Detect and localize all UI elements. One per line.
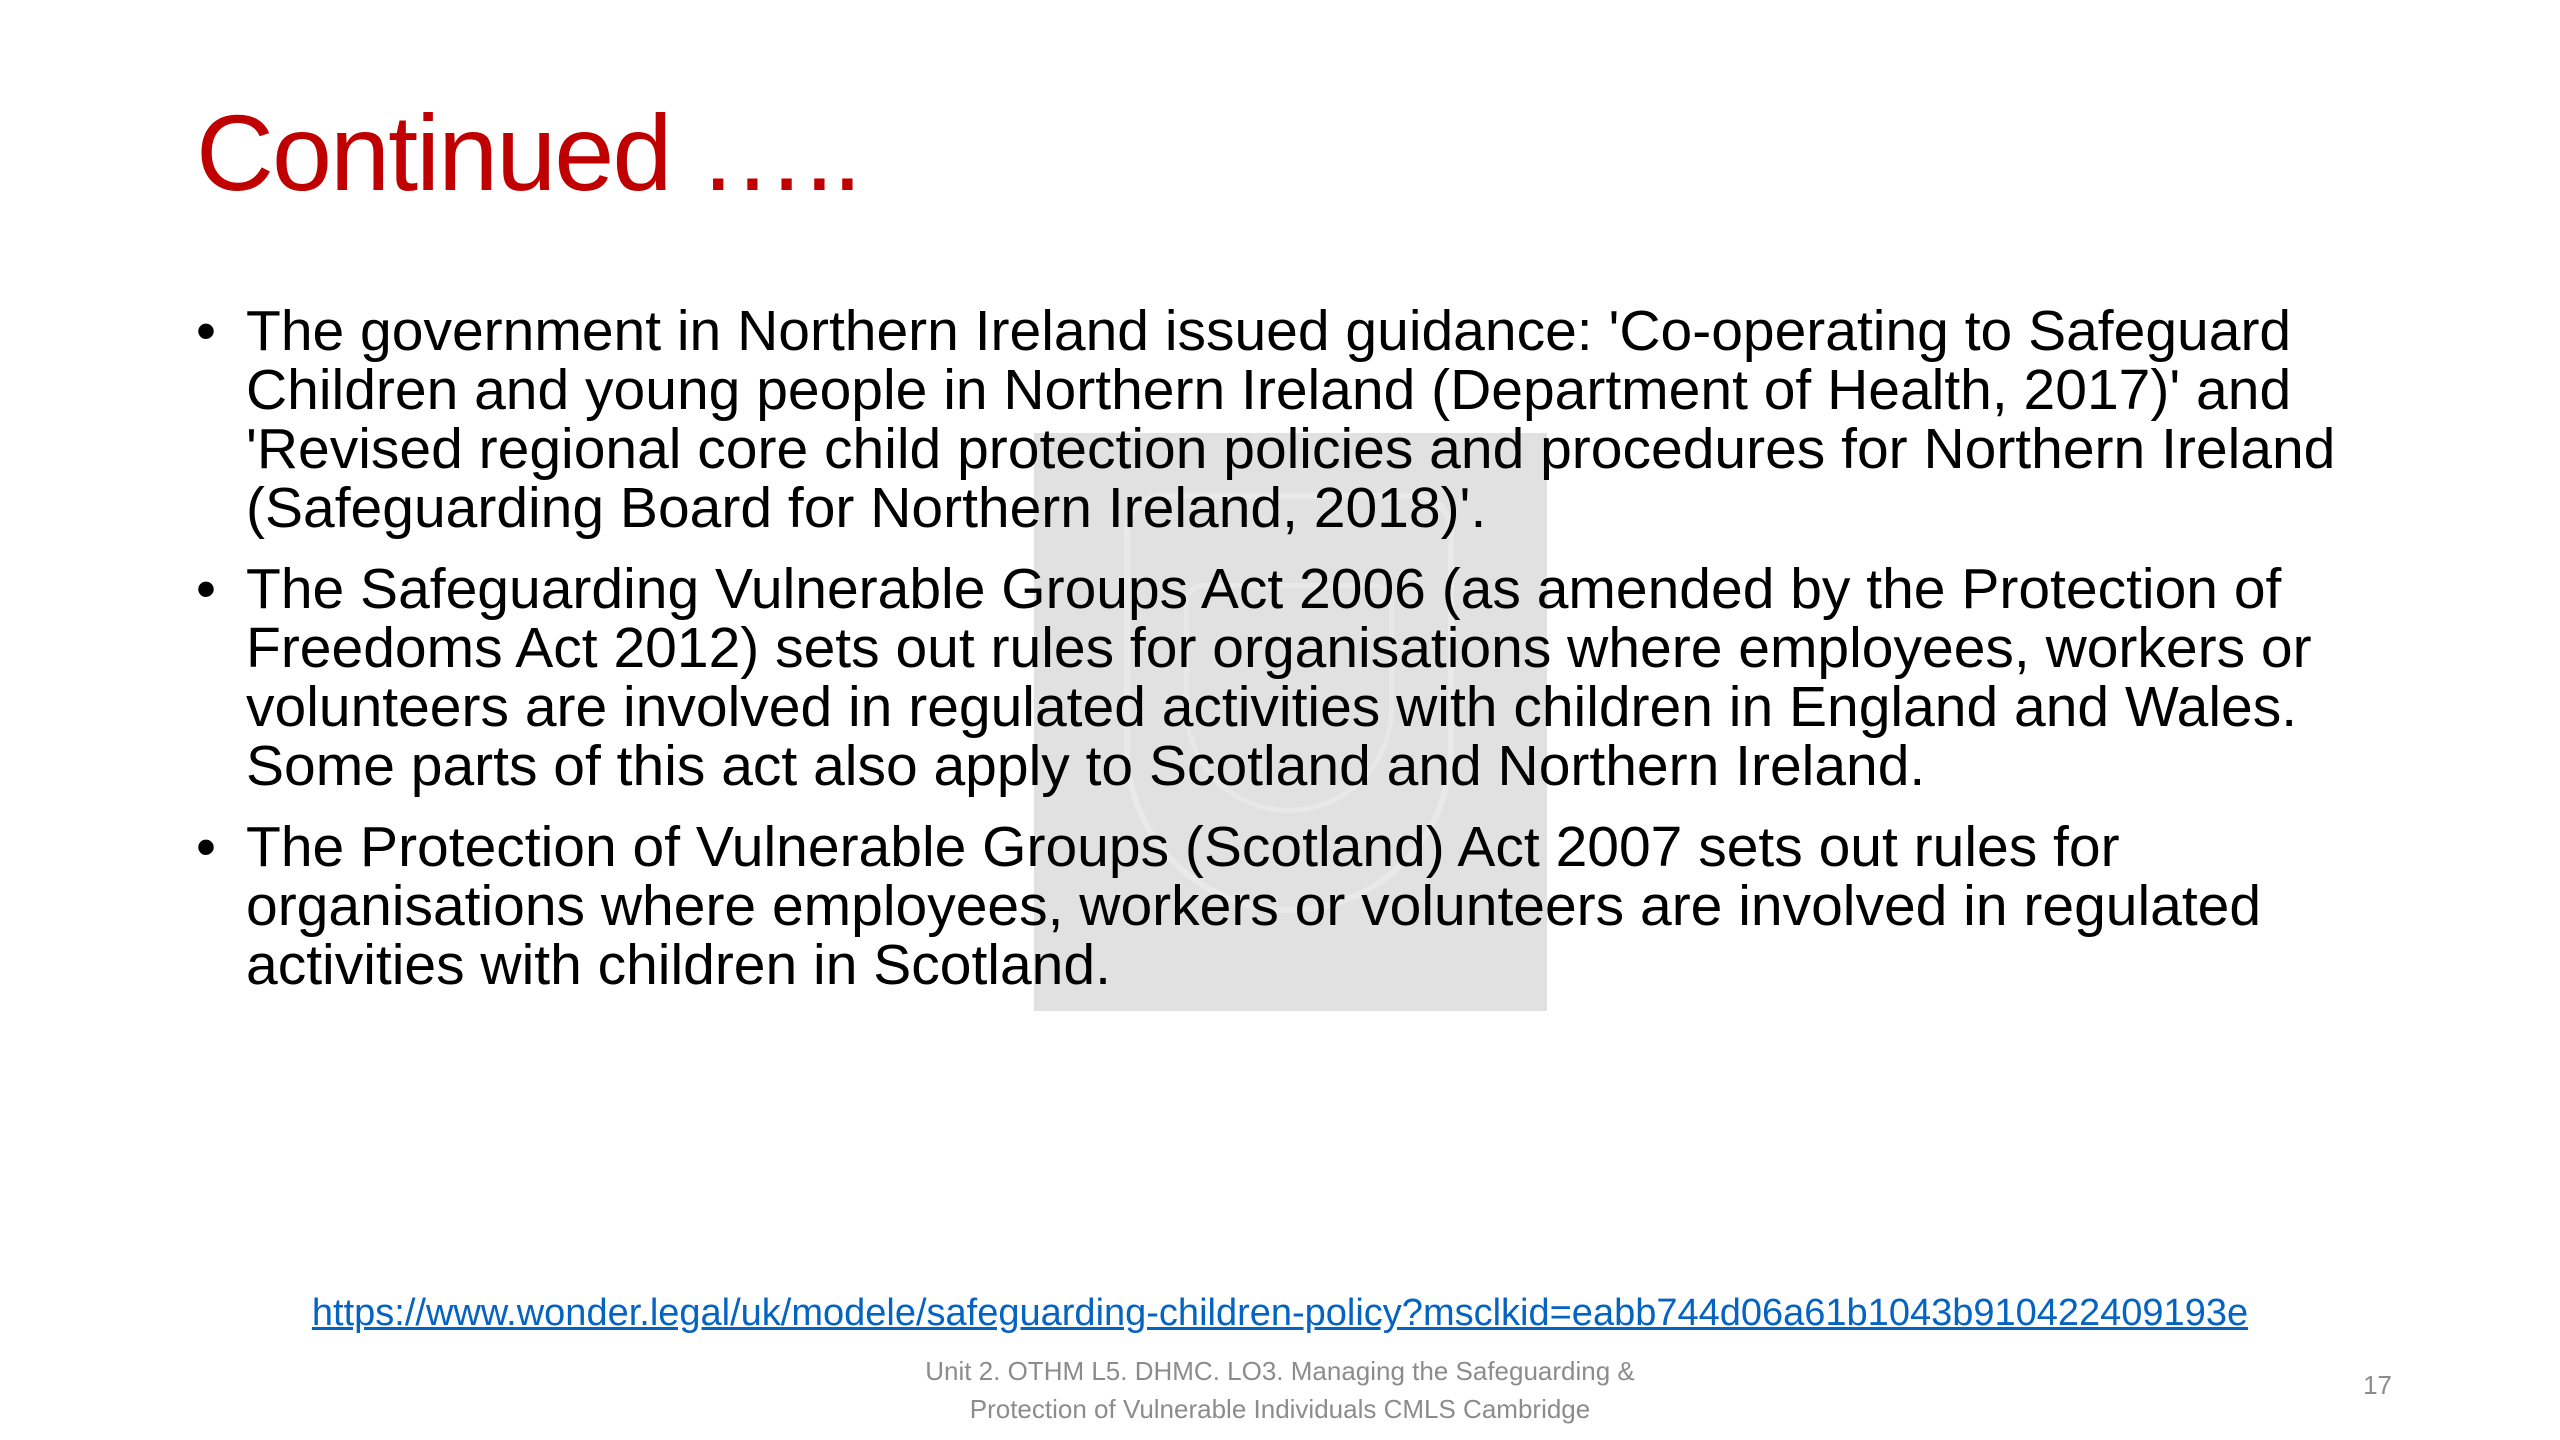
bullet-icon: • xyxy=(196,815,216,879)
bullet-item xyxy=(196,815,2406,997)
bullet-item xyxy=(196,299,2406,540)
bullet-text: The Protection of Vulnerable Groups (Scotland) Act 2007 sets out rules for organisations where employees, workers or volunteers are involved in regulated activities with children in Scotland. xyxy=(246,815,2262,997)
bullet-icon: • xyxy=(196,299,216,363)
bullet-text: The Safeguarding Vulnerable Groups Act 2006 (as amended by the Protection of Freedoms Act 2012) sets out rules for organisations where employees, workers or volunteers are involved in regulated activities with children in England and Wales. Some parts of this act also apply to Scotland and Northern Ireland. xyxy=(246,557,2312,798)
footer-line-1: Unit 2. OTHM L5. DHMC. LO3. Managing the Safeguarding & xyxy=(925,1356,1635,1386)
bullet-item xyxy=(196,557,2406,798)
footer xyxy=(780,1352,1780,1428)
slide-number: 17 xyxy=(2363,1370,2392,1400)
slide-title: Continued ….. xyxy=(196,92,861,213)
bullet-icon: • xyxy=(196,557,216,621)
source-link[interactable]: https://www.wonder.legal/uk/modele/safeguarding-children-policy?msclkid=eabb744d06a61b1043b910422409193e xyxy=(311,1292,2249,1334)
footer-line-2: Protection of Vulnerable Individuals CMLS Cambridge xyxy=(969,1394,1591,1424)
bullet-text: The government in Northern Ireland issued guidance: 'Co-operating to Safeguard Children and young people in Northern Ireland (Department of Health, 2017)' and 'Revised regional core child protection policies and procedures for Northern Ireland (Safeguarding Board for Northern Ireland, 2018)'. xyxy=(246,299,2336,540)
bullet-list xyxy=(196,299,2406,1017)
